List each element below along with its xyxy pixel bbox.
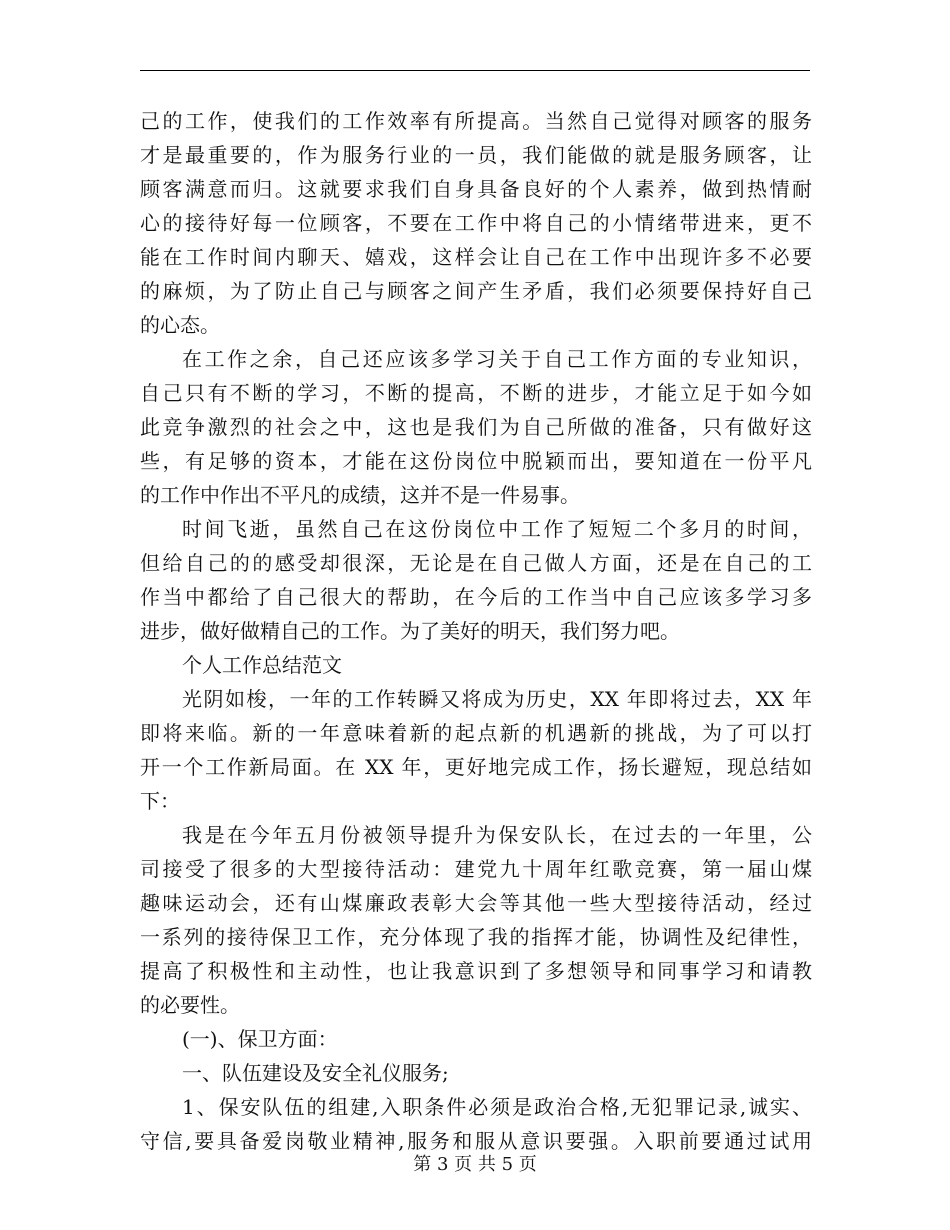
text-line: 的心态。 [140,313,220,337]
text-line: 一系列的接待保卫工作，充分体现了我的指挥才能，协调性及纪律性， [140,925,812,949]
text-line: 进步，做好做精自己的工作。为了美好的明天，我们努力吧。 [140,619,680,643]
text-line: 司接受了很多的大型接待活动：建党九十周年红歌竞赛，第一届山煤 [140,857,812,881]
subsection-heading: (一)、保卫方面： [182,1027,338,1051]
text-line: 心的接待好每一位顾客，不要在工作中将自己的小情绪带进来，更不 [140,211,812,235]
subsection-heading: 一、队伍建设及安全礼仪服务; [182,1061,449,1085]
text-line: 自己只有不断的学习，不断的提高，不断的进步，才能立足于如今如 [140,381,812,405]
text-line: 己的工作，使我们的工作效率有所提高。当然自己觉得对顾客的服务 [140,109,812,133]
text-line: 守信,要具备爱岗敬业精神,服务和服从意识要强。入职前要通过试用 [140,1129,812,1153]
paragraph-start-line: 1、保安队伍的组建,入职条件必须是政治合格,无犯罪记录,诚实、 [182,1095,812,1119]
text-line: 能在工作时间内聊天、嬉戏，这样会让自己在工作中出现许多不必要 [140,245,812,269]
text-line: 的麻烦，为了防止自己与顾客之间产生矛盾，我们必须要保持好自己 [140,279,812,303]
page-footer [0,1153,950,1177]
text-line: 下： [140,789,180,813]
paragraph-start-line: 在工作之余，自己还应该多学习关于自己工作方面的专业知识， [182,347,812,371]
text-line: 即将来临。新的一年意味着新的起点新的机遇新的挑战，为了可以打 [140,721,812,745]
text-line: 的工作中作出不平凡的成绩，这并不是一件易事。 [140,483,580,507]
text-line: 但给自己的的感受却很深，无论是在自己做人方面，还是在自己的工 [140,551,812,575]
text-line: 提高了积极性和主动性，也让我意识到了多想领导和同事学习和请教 [140,959,812,983]
text-line: 趣味运动会，还有山煤廉政表彰大会等其他一些大型接待活动，经过 [140,891,812,915]
text-line: 些，有足够的资本，才能在这份岗位中脱颖而出，要知道在一份平凡 [140,449,812,473]
header-rule [140,70,810,71]
text-line: 的必要性。 [140,993,240,1017]
page-number: 第 3 页 共 5 页 [413,1154,537,1175]
document-body [140,104,812,1158]
text-line: 开一个工作新局面。在 XX 年，更好地完成工作，扬长避短，现总结如 [140,755,812,779]
section-title: 个人工作总结范文 [182,653,342,677]
text-line: 此竞争激烈的社会之中，这也是我们为自己所做的准备，只有做好这 [140,415,812,439]
text-line: 作当中都给了自己很大的帮助，在今后的工作当中自己应该多学习多 [140,585,812,609]
paragraph-start-line: 光阴如梭，一年的工作转瞬又将成为历史，XX 年即将过去，XX 年 [182,687,812,711]
paragraph-start-line: 我是在今年五月份被领导提升为保安队长，在过去的一年里，公 [182,823,812,847]
text-line: 顾客满意而归。这就要求我们自身具备良好的个人素养，做到热情耐 [140,177,812,201]
paragraph-start-line: 时间飞逝，虽然自己在这份岗位中工作了短短二个多月的时间， [182,517,812,541]
text-line: 才是最重要的，作为服务行业的一员，我们能做的就是服务顾客，让 [140,143,812,167]
